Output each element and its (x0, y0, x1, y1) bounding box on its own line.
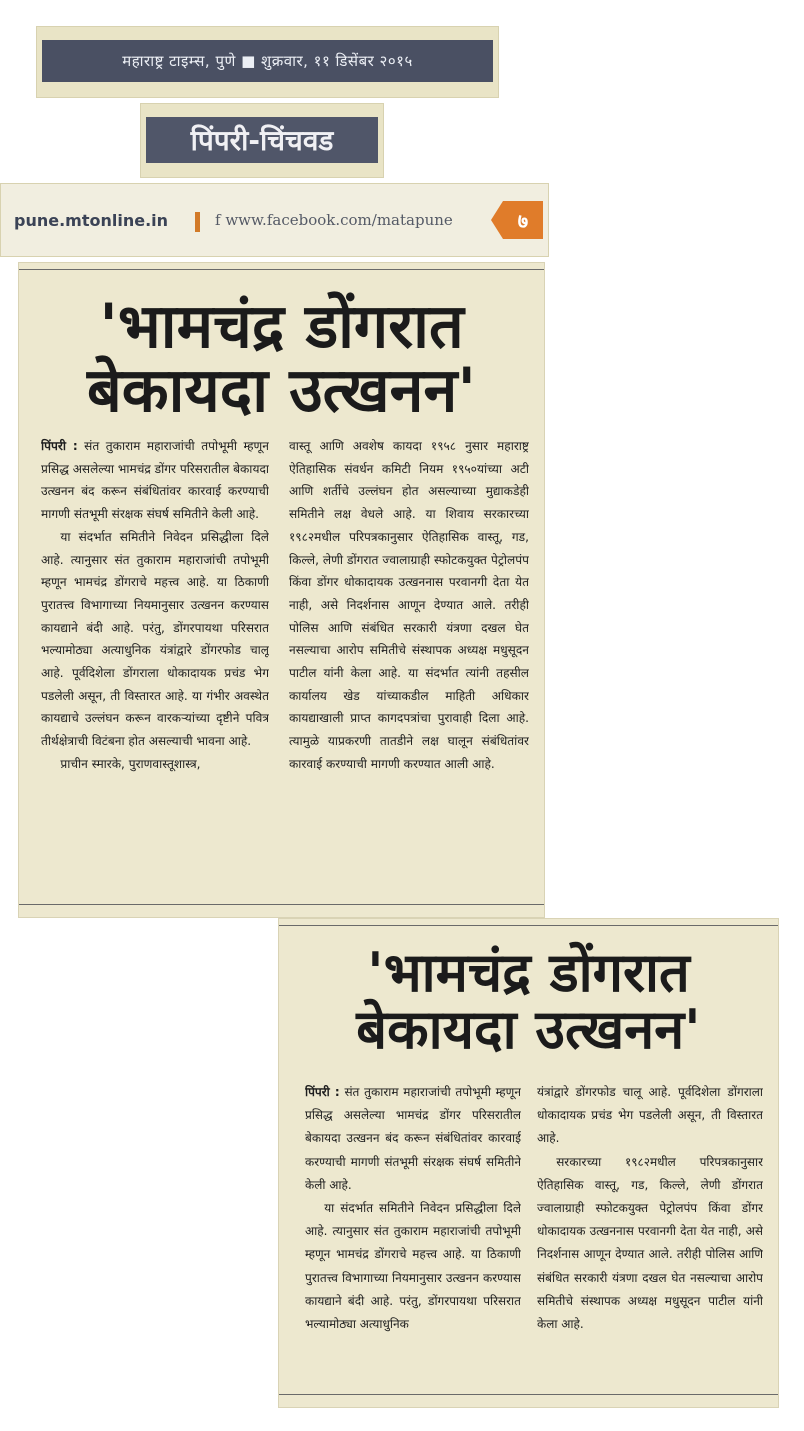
section-title-strip (140, 103, 384, 178)
clipping-one-top-rule (19, 269, 544, 270)
masthead-date-band (42, 40, 493, 82)
section-title: पिंपरी-चिंचवड (190, 124, 334, 157)
page-number: ७ (517, 208, 529, 233)
masthead-date-strip (36, 26, 499, 98)
clipping-two-paragraph-4: सरकारच्या १९८२मधील परिपत्रकानुसार ऐतिहासिक वास्तू, गड, किल्ले, लेणी डोंगरात ज्वालाग्राही स्फोटकयुक्त पेट्रोलपंप किंवा डोंगर धोकादायक उत्खननास परवानगी देता येत नाही, असे निदर्शनास आणून देण्यात आले. तरीही पोलिस आणि संबंधित सरकारी यंत्रणा दखल घेत नसल्याचा आरोप समितीचे संस्थापक अध्यक्ष मधुसूदन पाटील यांनी केला आहे. (537, 1154, 763, 1332)
clipping-two-lead-text: संत तुकाराम महाराजांची तपोभूमी म्हणून प्रसिद्ध असलेल्या भामचंद्र डोंगर परिसरातील बेकायदा उत्खनन बंद करून संबंधितांवर कारवाई करण्याची मागणी संतभूमी संरक्षक संघर्ष समितीने केली आहे. (305, 1085, 521, 1192)
clipping-one-left-column (41, 435, 269, 895)
clipping-two-right-column (537, 1081, 763, 1383)
clipping-one-paragraph-1 (41, 435, 269, 526)
website-strip (0, 183, 549, 257)
clipping-two-headline-line2: बेकायदा उत्खनन' (356, 997, 701, 1061)
clipping-two (278, 918, 779, 1408)
clipping-two-paragraph-2: या संदर्भात समितीने निवेदन प्रसिद्धीला दिले आहे. त्यानुसार संत तुकाराम महाराजांची तपोभूमी म्हणून भामचंद्र डोंगराचे महत्त्व आहे. या ठिकाणी पुरातत्त्व विभागाच्या नियमानुसार उत्खनन करण्यास कायद्याने बंदी आहे. परंतु, डोंगरपायथा परिसरात भल्यामोठ्या अत्याधुनिक (305, 1201, 521, 1332)
clipping-two-headline (279, 941, 778, 1061)
clipping-one-body (41, 435, 529, 895)
clipping-one-paragraph-3: प्राचीन स्मारके, पुराणवास्तूशास्त्र, (60, 756, 201, 771)
clipping-one-headline-line1: 'भामचंद्र डोंगरात (99, 291, 464, 362)
clipping-one-headline (19, 291, 544, 427)
clipping-one-headline-line2: बेकायदा उत्खनन' (86, 355, 477, 427)
clipping-two-dateline: पिंपरी : (305, 1085, 340, 1099)
page-number-badge (503, 201, 543, 239)
clipping-two-top-rule (279, 925, 778, 926)
clipping-two-body (305, 1081, 763, 1383)
clipping-one (18, 262, 545, 918)
clipping-two-paragraph-1 (305, 1081, 521, 1197)
facebook-url: f www.facebook.com/matapune (215, 211, 453, 229)
clipping-one-right-text: वास्तू आणि अवशेष कायदा १९५८ नुसार महाराष्ट्र ऐतिहासिक संवर्धन कमिटी नियम १९५०यांच्या अटी आणि शर्तीचे उल्लंघन होत असल्याच्या मुद्याकडेही समितीने लक्ष वेधले आहे. या शिवाय सरकारच्या १९८२मधील परिपत्रकानुसार ऐतिहासिक वास्तू, गड, किल्ले, लेणी डोंगरात ज्वालाग्राही स्फोटकयुक्त पेट्रोलपंप किंवा डोंगर धोकादायक उत्खननास परवानगी देता येत नाही, असे निदर्शनास आणून देण्यात आले. तरीही पोलिस आणि संबंधित सरकारी यंत्रणा दखल घेत नसल्याचा आरोप समितीचे संस्थापक अध्यक्ष मधुसूदन पाटील यांनी केला आहे. या संदर्भात त्यांनी तहसील कार्यालय खेड यांच्याकडील माहिती अधिकार कायद्याखाली प्राप्त कागदपत्रांचा पुरावाही दिला आहे. त्यामुळे याप्रकरणी तातडीने लक्ष घालून संबंधितांवर कारवाई करण्याची मागणी करण्यात आली आहे. (289, 439, 529, 771)
clipping-two-bottom-rule (279, 1394, 778, 1395)
website-url: pune.mtonline.in (14, 211, 169, 230)
section-title-box (146, 117, 378, 163)
clipping-two-left-column (305, 1081, 521, 1383)
clipping-one-paragraph-2: या संदर्भात समितीने निवेदन प्रसिद्धीला दिले आहे. त्यानुसार संत तुकाराम महाराजांची तपोभूमी म्हणून भामचंद्र डोंगराचे महत्त्व आहे. या ठिकाणी पुरातत्त्व विभागाच्या नियमानुसार उत्खनन करण्यास कायद्याने बंदी आहे. परंतु, डोंगरपायथा परिसरात भल्यामोठ्या अत्याधुनिक यंत्रांद्वारे डोंगरफोड चालू आहे. पूर्वदिशेला डोंगराला धोकादायक प्रचंड भेग पडलेली असून, ती विस्तारत आहे. या गंभीर अवस्थेत कायद्याचे उल्लंघन करून वारकऱ्यांच्या दृष्टीने पवित्र तीर्थक्षेत्राची विटंबना होत असल्याची भावना आहे. (41, 529, 269, 749)
divider-mark (195, 212, 200, 232)
clipping-one-dateline: पिंपरी : (41, 439, 78, 453)
clipping-one-lead-text: संत तुकाराम महाराजांची तपोभूमी म्हणून प्रसिद्ध असलेल्या भामचंद्र डोंगर परिसरातील बेकायदा उत्खनन बंद करून संबंधितांवर कारवाई करण्याची मागणी संतभूमी संरक्षक संघर्ष समितीने केली आहे. (41, 439, 269, 522)
clipping-one-bottom-rule (19, 904, 544, 905)
clipping-two-headline-line1: 'भामचंद्र डोंगरात (367, 941, 690, 1004)
clipping-two-paragraph-3: यंत्रांद्वारे डोंगरफोड चालू आहे. पूर्वदिशेला डोंगराला धोकादायक प्रचंड भेग पडलेली असून, ती विस्तारत आहे. (537, 1085, 763, 1146)
masthead-date-text: महाराष्ट्र टाइम्स, पुणे ■ शुक्रवार, ११ डिसेंबर २०१५ (122, 52, 413, 70)
clipping-one-right-column (289, 435, 529, 895)
